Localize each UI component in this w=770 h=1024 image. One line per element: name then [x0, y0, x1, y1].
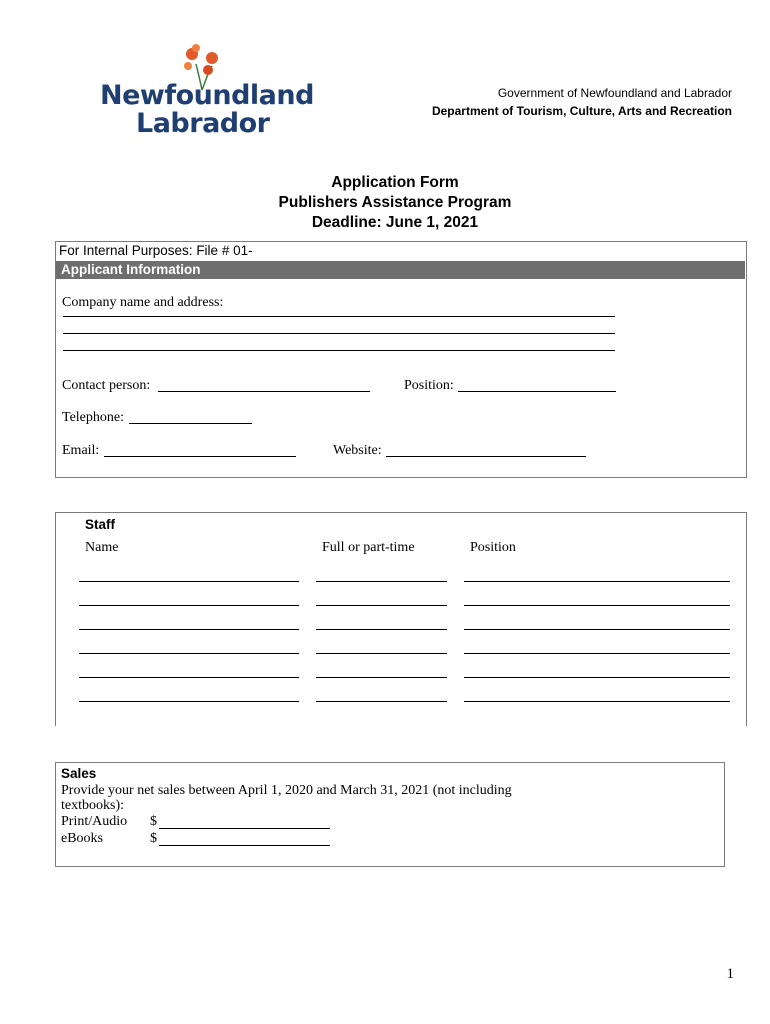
- staff-col-position: Position: [470, 540, 516, 555]
- telephone-label: Telephone:: [62, 410, 124, 425]
- print-audio-currency: $: [150, 814, 157, 829]
- position-field[interactable]: [458, 379, 616, 392]
- staff-name-field[interactable]: [79, 581, 299, 582]
- email-label: Email:: [62, 443, 100, 458]
- sales-section-title: Sales: [61, 766, 97, 781]
- staff-col-name: Name: [85, 540, 119, 555]
- ebooks-currency: $: [150, 831, 157, 846]
- staff-name-field[interactable]: [79, 653, 299, 654]
- applicant-section-header: Applicant Information: [56, 261, 745, 279]
- form-title-line2: Publishers Assistance Program: [278, 194, 512, 211]
- staff-col-time: Full or part-time: [322, 540, 415, 555]
- sales-description-line1: Provide your net sales between April 1, 2020 and March 31, 2021 (not including: [61, 783, 512, 798]
- staff-time-field[interactable]: [316, 581, 447, 582]
- staff-name-field[interactable]: [79, 629, 299, 630]
- company-address-line-2[interactable]: [63, 333, 615, 334]
- ebooks-label: eBooks: [61, 831, 103, 846]
- staff-time-field[interactable]: [316, 629, 447, 630]
- staff-section-title: Staff: [85, 517, 115, 532]
- company-address-line-3[interactable]: [63, 350, 615, 351]
- logo-word-labrador: Labrador: [136, 108, 270, 139]
- logo-word-newfoundland: Newfoundland: [100, 80, 314, 111]
- staff-position-field[interactable]: [464, 605, 730, 606]
- company-name-label: Company name and address:: [62, 295, 224, 310]
- staff-time-field[interactable]: [316, 701, 447, 702]
- telephone-field[interactable]: [129, 411, 252, 424]
- website-label: Website:: [333, 443, 382, 458]
- position-label: Position:: [404, 378, 454, 393]
- staff-name-field[interactable]: [79, 677, 299, 678]
- staff-position-field[interactable]: [464, 629, 730, 630]
- staff-position-field[interactable]: [464, 581, 730, 582]
- newfoundland-labrador-logo: [100, 42, 314, 139]
- ebooks-sales-field[interactable]: [159, 832, 330, 846]
- staff-position-field[interactable]: [464, 653, 730, 654]
- staff-position-field[interactable]: [464, 677, 730, 678]
- email-field[interactable]: [104, 444, 296, 457]
- company-address-line-1[interactable]: [63, 316, 615, 317]
- print-audio-label: Print/Audio: [61, 814, 128, 829]
- contact-person-label: Contact person:: [62, 378, 151, 393]
- form-title-deadline: Deadline: June 1, 2021: [311, 214, 479, 231]
- staff-name-field[interactable]: [79, 701, 299, 702]
- staff-time-field[interactable]: [316, 677, 447, 678]
- page-number: 1: [726, 966, 734, 982]
- staff-name-field[interactable]: [79, 605, 299, 606]
- government-name: Government of Newfoundland and Labrador: [497, 86, 732, 100]
- sales-description-line2: textbooks):: [61, 798, 124, 813]
- internal-purposes-label: For Internal Purposes: File # 01-: [59, 243, 253, 258]
- print-audio-sales-field[interactable]: [159, 815, 330, 829]
- website-field[interactable]: [386, 444, 586, 457]
- staff-time-field[interactable]: [316, 605, 447, 606]
- staff-time-field[interactable]: [316, 653, 447, 654]
- form-title-line1: Application Form: [331, 174, 459, 191]
- form-title: [0, 174, 770, 234]
- contact-person-field[interactable]: [158, 379, 370, 392]
- staff-position-field[interactable]: [464, 701, 730, 702]
- department-name: Department of Tourism, Culture, Arts and Recreation: [431, 104, 732, 118]
